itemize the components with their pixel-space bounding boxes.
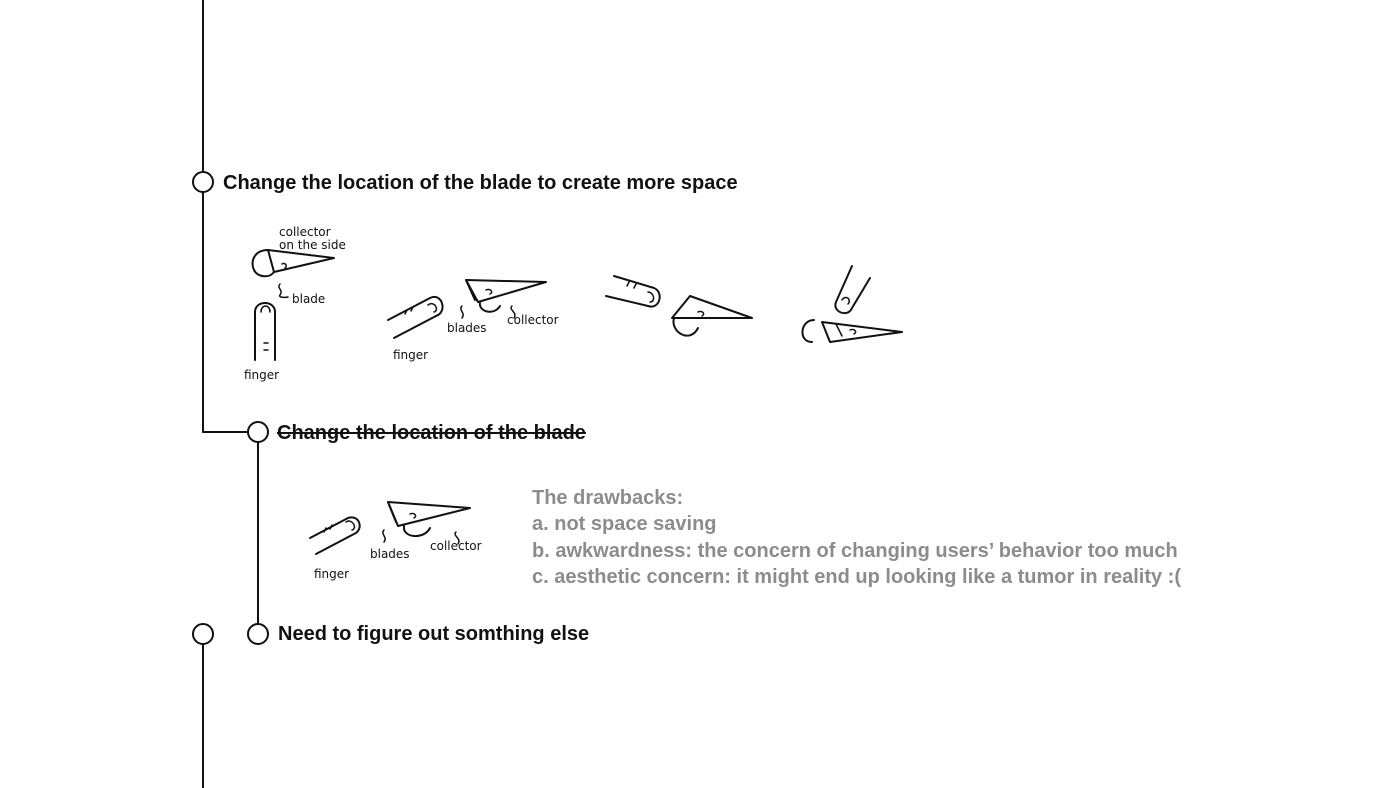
label-collector-line1: collector: [279, 225, 331, 239]
step-node-2: [248, 422, 268, 442]
label-finger-1: finger: [244, 368, 280, 382]
step-node-3-main: [193, 624, 213, 644]
label-collector-1: collector: [507, 313, 559, 327]
drawback-item-b: b. awkwardness: the concern of changing users’ behavior too much: [532, 539, 1178, 562]
label-collector-2: collector: [430, 539, 482, 553]
label-finger-3: finger: [314, 567, 350, 581]
drawback-item-c: c. aesthetic concern: it might end up looking like a tumor in reality :(: [532, 565, 1181, 588]
label-blades-1: blades: [447, 321, 487, 335]
label-blade: blade: [292, 292, 326, 306]
drawbacks-notes: [532, 485, 1181, 590]
step-title-2-struck: Change the location of the blade: [277, 422, 586, 444]
drawbacks-title: The drawbacks:: [532, 487, 684, 509]
step-title-1: Change the location of the blade to create more space: [223, 172, 738, 194]
label-blades-2: blades: [370, 547, 410, 561]
step-node-3-branch: [248, 624, 268, 644]
step-title-3: Need to figure out somthing else: [278, 623, 590, 645]
label-collector-line2: on the side: [279, 238, 346, 252]
label-finger-2: finger: [393, 348, 429, 362]
step-node-1: [193, 172, 213, 192]
sketch-variant-4: [802, 266, 902, 342]
drawback-item-a: a. not space saving: [532, 513, 717, 536]
sketch-variant-3: [606, 276, 752, 336]
